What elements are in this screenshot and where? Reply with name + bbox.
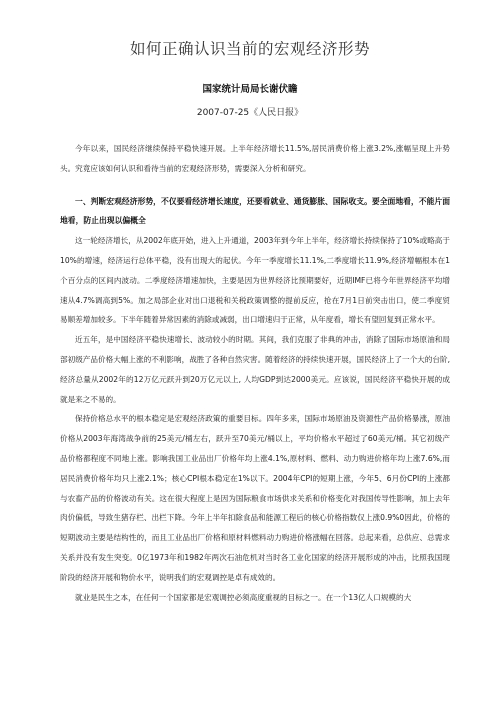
article-author: 国家统计局局长谢伏瞻 [202,84,298,95]
paragraph-gap [60,179,450,192]
article-body [60,139,450,607]
section-heading: 一、判断宏观经济形势，不仅要看经济增长速度，还要看就业、通货膨胀、国际收支。要全面地看，不能片面地看，防止出现以偏概全 [60,196,450,226]
body-paragraph-1: 这一轮经济增长，从2002年底开始，进入上升通道，2003年到今年上半年，经济增长持续保持了10%或略高于10%的增速，经济运行总体平稳，没有出现大的起伏。今年一季度增长11.1%,二季度增长11.9%,经济增幅根本在1个百分点的区间内波动。二季度经济增速加快，主要是因为世界经济比预期要好，近期IMF已将今年世界经济平均增速从4.7%调高到5%。加之局部企业对出口退税和关税政策调整的提前反应，抢在7月1日前突击出口，使二季度贸易顺差增加较多。下半年随着异常因素的消除或减弱，出口增速归于正常，从年度看，增长有望回复到正常水平。 [60,236,450,325]
intro-paragraph: 今年以来，国民经济继续保持平稳快速开展。上半年经济增长11.5%,居民消费价格上涨3.2%,涨幅呈现上升势头。究竟应该如何认识和看待当前的宏观经济形势，需要深入分析和研究。 [60,144,450,173]
body-paragraph-3: 保持价格总水平的根本稳定是宏观经济政策的重要目标。四年多来，国际市场原油及资源性产品价格暴涨，原油价格从2003年海湾战争前的25美元/桶左右，跃升至70美元/桶以上，平均价格水平超过了60美元/桶。其它初级产品价格都程度不同地上涨。影响我国工业品出厂价格年均上涨4.1%,原材料、燃料、动力购进价格年均上涨7.6%,而居民消费价格年均只上涨2.1%；核心CPI根本稳定在1%以下。2004年CPI的短期上涨，今年5、6月份CPI的上涨都与农畜产品的价格波动有关。这在很大程度上是因为国际粮食市场供求关系和价格变化对我国传导性影响，加上去年肉价偏低，导致生猪存栏、出栏下降。今年上半年扣除食品和能源工程后的核心价格指数仅上涨0.9%0因此，价格的短期波动主要是结构性的，而且工业品出厂价格和原材料燃料动力购进价格涨幅在回落。总起来看，总供应、总需求关系并没有发生突变。0亿1973年和1982年两次石油危机对当时各工业化国家的经济开展形成的冲击，比照我国现阶段的经济开展和物价水平，说明我们的宏观调控是卓有成效的。 [60,414,450,582]
body-paragraph-4: 就业是民生之本，在任何一个国家都是宏观调控必须高度重视的目标之一。在一个13亿人口规模的大 [75,592,412,602]
article-title: 如何正确认识当前的宏观经济形势 [129,40,370,58]
article-date-source: 2007-07-25《人民日报》 [196,108,304,118]
body-paragraph-2: 近五年，是中国经济平稳快速增长、波动较小的时期。其间，我们克服了非典的冲击，消除了国际市场原油和局部初级产品价格大幅上涨的不利影响，战胜了各种自然灾害。随着经济的持续快速开展，国民经济上了一个大的台阶,经济总量从2002年的12万亿元跃升到20万亿元以上, 人均GDP到达2000美元。应该说，国民经济平稳快开展的成就是来之不易的。 [60,335,450,404]
